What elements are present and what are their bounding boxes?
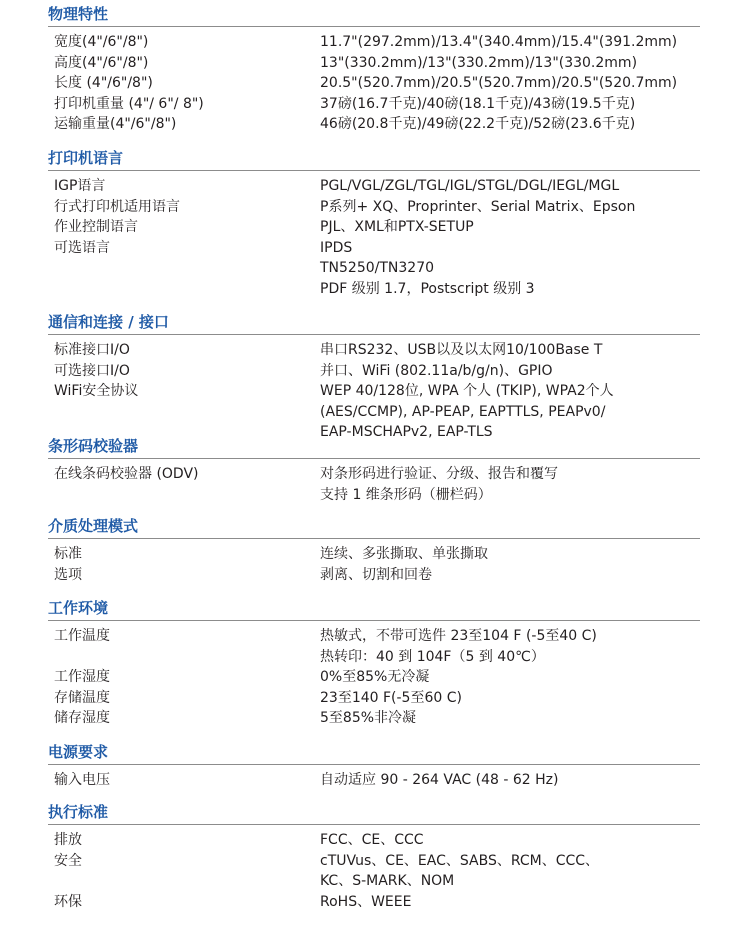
section-divider [48,170,700,171]
spec-value-line: (AES/CCMP), AP-PEAP, EAPTTLS, PEAPv0/ [320,403,606,420]
spec-value [320,340,700,361]
spec-label: 安全 [54,852,82,869]
spec-label: 工作湿度 [54,669,110,685]
spec-value-line: 20.5"(520.7mm)/20.5"(520.7mm)/20.5"(520.7mm) [320,75,678,91]
spec-label: 环保 [54,893,82,910]
spec-value [320,217,700,238]
section-divider [48,538,700,539]
spec-value-line: 5至85%非冷凝 [320,710,417,726]
spec-label: 运输重量(4"/6"/8") [54,116,177,132]
spec-value [320,176,700,197]
section-divider [48,764,700,765]
spec-value-line: cTUVus、CE、EAC、SABS、RCM、CCC、 [320,852,600,869]
spec-value [320,238,700,300]
spec-label: 排放 [54,832,82,848]
spec-value-line: 剥离、切割和回卷 [320,566,432,583]
spec-value [320,32,700,53]
spec-value-line: 46磅(20.8千克)/49磅(22.2千克)/52磅(23.6千克) [320,116,636,132]
spec-value-line: 37磅(16.7千克)/40磅(18.1千克)/43磅(19.5千克) [320,95,636,112]
spec-value-line: 连续、多张撕取、单张撕取 [320,546,488,562]
spec-value-line: 热敏式，不带可选件 23至104 F (-5至40 C) [320,628,597,644]
spec-value [320,892,700,913]
spec-label: 长度 (4"/6"/8") [54,75,153,91]
spec-value [320,361,700,382]
spec-value [320,544,700,565]
spec-label: 存储温度 [54,689,110,706]
spec-label: 作业控制语言 [54,219,138,235]
spec-value-line: EAP-MSCHAPv2, EAP-TLS [320,424,493,440]
spec-value-line: 11.7"(297.2mm)/13.4"(340.4mm)/15.4"(391.2mm) [320,34,678,50]
section-title: 打印机语言 [48,149,124,167]
spec-value-line: IPDS [320,239,353,256]
spec-value-line: 串口RS232、USB以及以太网10/100Base T [320,342,603,358]
spec-label: 高度(4"/6"/8") [54,54,149,71]
spec-label: 行式打印机适用语言 [54,198,180,215]
spec-value [320,53,700,74]
spec-value-line: 热转印：40 到 104F（5 到 40℃） [320,648,545,665]
spec-label: 可选语言 [54,239,110,256]
spec-value-line: 支持 1 维条形码（栅栏码） [320,486,492,503]
spec-label: 选项 [54,566,82,583]
section-title: 通信和连接 / 接口 [48,313,169,331]
spec-value-line: PJL、XML和PTX-SETUP [320,219,474,235]
spec-value-line: FCC、CE、CCC [320,832,424,848]
spec-label: 在线条码校验器 (ODV) [54,466,199,482]
spec-value [320,565,700,586]
spec-value [320,114,700,135]
section-divider [48,824,700,825]
spec-value-line: KC、S-MARK、NOM [320,873,455,889]
spec-value-line: 23至140 F(-5至60 C) [320,689,462,706]
spec-label: 标准接口I/O [54,342,130,358]
spec-label: 打印机重量 (4"/ 6"/ 8") [54,95,204,112]
spec-value [320,688,700,709]
section-title: 介质处理模式 [48,517,139,535]
spec-value [320,94,700,115]
spec-value-line: TN5250/TN3270 [320,260,435,276]
spec-value-line: PDF 级别 1.7，Postscript 级别 3 [320,280,535,297]
spec-value-line: 13"(330.2mm)/13"(330.2mm)/13"(330.2mm) [320,54,638,71]
spec-value-line: PGL/VGL/ZGL/TGL/IGL/STGL/DGL/IEGL/MGL [320,178,620,194]
spec-value-line: 对条形码进行验证、分级、报告和覆写 [320,466,558,482]
spec-value [320,73,700,94]
spec-value-line: RoHS、WEEE [320,893,412,910]
spec-value [320,667,700,688]
spec-value-line: 并口、WiFi (802.11a/b/g/n)、GPIO [320,362,553,379]
spec-value [320,770,700,791]
spec-label: WiFi安全协议 [54,383,139,399]
section-divider [48,458,700,459]
spec-label: 输入电压 [54,772,110,788]
spec-value-line: 自动适应 90 - 264 VAC (48 - 62 Hz) [320,772,559,788]
section-title: 执行标准 [48,803,109,821]
spec-label: IGP语言 [54,178,106,194]
section-title: 条形码校验器 [48,437,139,455]
spec-value [320,851,700,892]
spec-value-line: WEP 40/128位, WPA 个人 (TKIP), WPA2个人 [320,383,614,399]
spec-value-line: 0%至85%无冷凝 [320,669,430,685]
spec-label: 标准 [54,546,82,562]
section-title: 工作环境 [48,599,109,617]
section-title: 物理特性 [48,5,109,23]
spec-label: 工作温度 [54,628,110,644]
section-divider [48,26,700,27]
section-divider [48,620,700,621]
section-divider [48,334,700,335]
spec-label: 可选接口I/O [54,362,130,379]
spec-value [320,830,700,851]
spec-value [320,708,700,729]
spec-label: 储存湿度 [54,710,110,726]
spec-value [320,197,700,218]
spec-label: 宽度(4"/6"/8") [54,34,149,50]
spec-value [320,626,700,667]
spec-value [320,464,700,505]
spec-value-line: P系列+ XQ、Proprinter、Serial Matrix、Epson [320,198,636,215]
section-title: 电源要求 [48,743,109,761]
spec-value [320,381,700,443]
